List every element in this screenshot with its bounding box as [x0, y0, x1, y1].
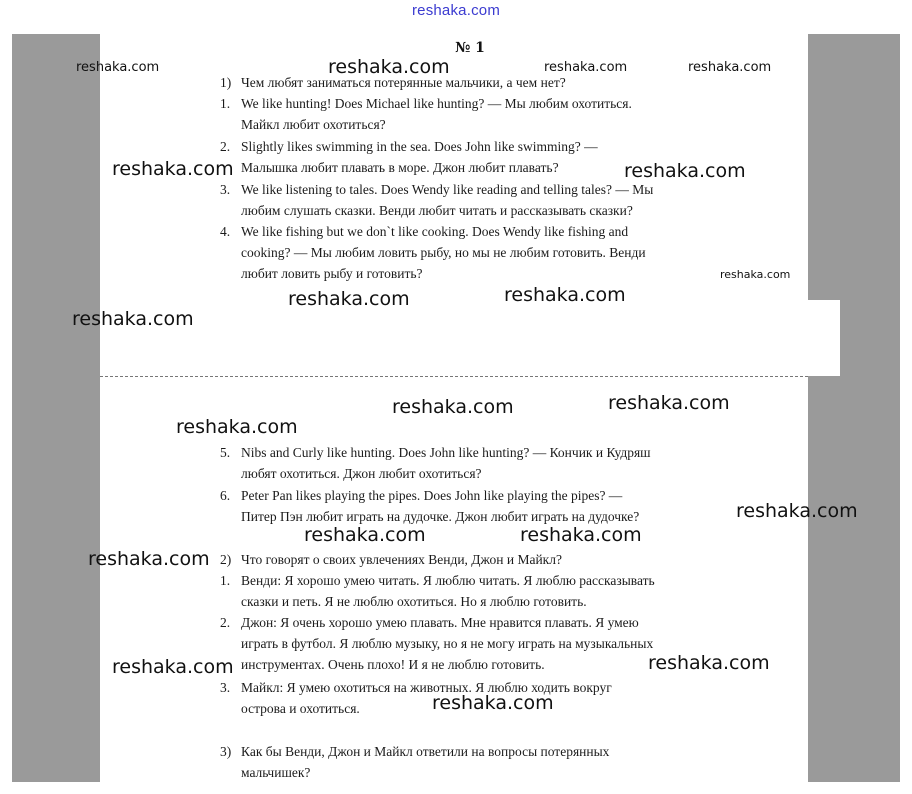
- item-number: 2.: [220, 615, 231, 630]
- item-line: любим слушать сказки. Венди любит читать и рассказывать сказки?: [241, 203, 633, 218]
- exercise-number: № 1: [455, 40, 485, 56]
- section-question: Как бы Венди, Джон и Майкл ответили на вопросы потерянных: [241, 744, 610, 759]
- item-line: любит ловить рыбу и готовить?: [241, 266, 423, 281]
- item-number: 3.: [220, 680, 231, 695]
- watermark: reshaka.com: [432, 692, 554, 714]
- item-line: cooking? — Мы любим ловить рыбу, но мы не любим готовить. Венди: [241, 245, 646, 260]
- item-line: Nibs and Curly like hunting. Does John like hunting? — Кончик и Кудряш: [241, 445, 651, 460]
- item-line: We like listening to tales. Does Wendy like reading and telling tales? — Мы: [241, 182, 654, 197]
- item-number: 1.: [220, 573, 231, 588]
- item-line: Питер Пэн любит играть на дудочке. Джон любит играть на дудочке?: [241, 509, 640, 524]
- section-marker: 1): [220, 75, 232, 90]
- watermark: reshaka.com: [112, 656, 234, 678]
- item-line: Майкл: Я умею охотиться на животных. Я люблю ходить вокруг: [241, 680, 612, 695]
- item-line: любят охотиться. Джон любит охотиться?: [241, 466, 482, 481]
- watermark: reshaka.com: [736, 500, 858, 522]
- item-line: сказки и петь. Я не люблю охотиться. Но я люблю готовить.: [241, 594, 587, 609]
- scan-border-left: [12, 34, 100, 782]
- item-number: 1.: [220, 96, 231, 111]
- item-number: 3.: [220, 182, 231, 197]
- watermark: reshaka.com: [304, 524, 426, 546]
- watermark: reshaka.com: [608, 392, 730, 414]
- item-line: We like fishing but we don`t like cooking. Does Wendy like fishing and: [241, 224, 629, 239]
- watermark: reshaka.com: [72, 308, 194, 330]
- watermark: reshaka.com: [624, 160, 746, 182]
- watermark: reshaka.com: [504, 284, 626, 306]
- watermark: reshaka.com: [648, 652, 770, 674]
- item-line: Майкл любит охотиться?: [241, 117, 386, 132]
- watermark: reshaka.com: [720, 268, 791, 281]
- item-line: Венди: Я хорошо умею читать. Я люблю читать. Я люблю рассказывать: [241, 573, 655, 588]
- item-line: играть в футбол. Я люблю музыку, но я не могу играть на музыкальных: [241, 636, 654, 651]
- item-number: 6.: [220, 488, 231, 503]
- section-marker: 2): [220, 552, 232, 567]
- section-question: мальчишек?: [241, 765, 311, 780]
- section-question: Чем любят заниматься потерянные мальчики, а чем нет?: [241, 75, 566, 90]
- watermark: reshaka.com: [392, 396, 514, 418]
- watermark: reshaka.com: [176, 416, 298, 438]
- item-line: Slightly likes swimming in the sea. Does John like swimming? —: [241, 139, 598, 154]
- section-question: Что говорят о своих увлечениях Венди, Джон и Майкл?: [241, 552, 562, 567]
- watermark: reshaka.com: [112, 158, 234, 180]
- item-line: Peter Pan likes playing the pipes. Does John like playing the pipes? —: [241, 488, 623, 503]
- item-number: 4.: [220, 224, 231, 239]
- item-line: Малышка любит плавать в море. Джон любит плавать?: [241, 160, 559, 175]
- page-cut-line: [100, 376, 808, 377]
- item-line: We like hunting! Does Michael like hunting? — Мы любим охотиться.: [241, 96, 632, 111]
- watermark: reshaka.com: [288, 288, 410, 310]
- scan-border-right: [808, 34, 900, 782]
- watermark: reshaka.com: [88, 548, 210, 570]
- item-line: острова и охотиться.: [241, 701, 360, 716]
- item-line: инструментах. Очень плохо! И я не люблю готовить.: [241, 657, 545, 672]
- item-number: 5.: [220, 445, 231, 460]
- section-marker: 3): [220, 744, 232, 759]
- item-line: Джон: Я очень хорошо умею плавать. Мне нравится плавать. Я умею: [241, 615, 639, 630]
- watermark: reshaka.com: [76, 60, 160, 75]
- watermark: reshaka.com: [520, 524, 642, 546]
- watermark: reshaka.com: [688, 60, 772, 75]
- watermark: reshaka.com: [328, 56, 450, 78]
- item-number: 2.: [220, 139, 231, 154]
- page-cut-gap: [808, 300, 840, 376]
- watermark: reshaka.com: [544, 60, 628, 75]
- site-header-link[interactable]: reshaka.com: [411, 2, 501, 19]
